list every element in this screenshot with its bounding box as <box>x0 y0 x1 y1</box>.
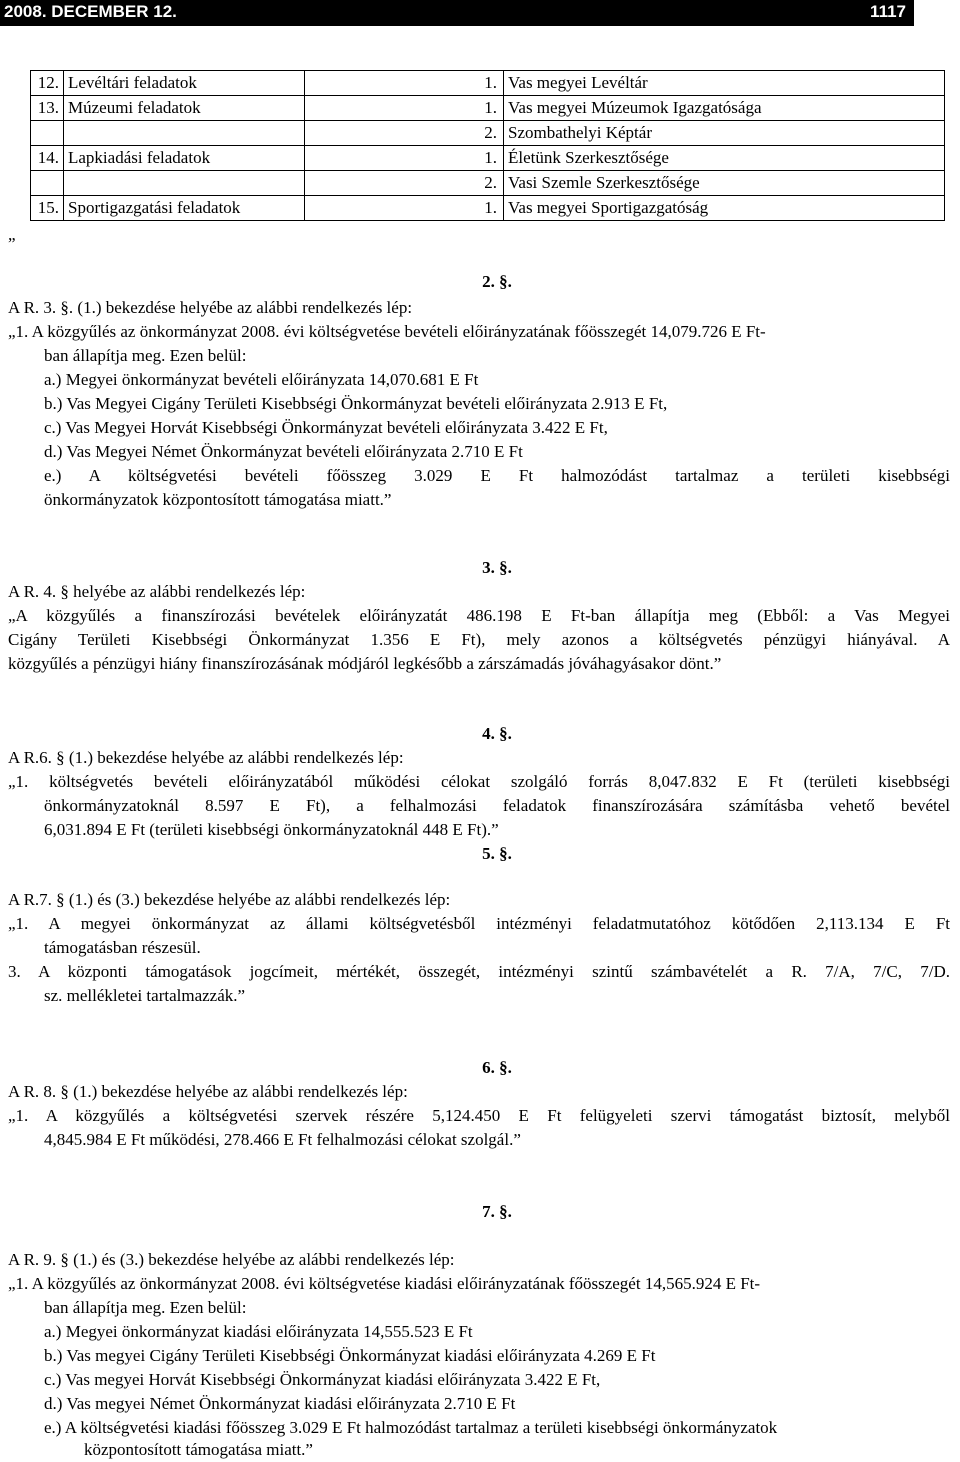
table-row <box>31 196 945 221</box>
section-3-intro: A R. 4. § helyébe az alábbi rendelkezés lép: <box>8 582 306 601</box>
task-name: Sportigazgatási feladatok <box>64 196 305 221</box>
section-7-item-b: b.) Vas megyei Cigány Területi Kisebbségi Önkormányzat kiadási előirányzata 4.269 E Ft <box>44 1346 656 1365</box>
institution-name: Vasi Szemle Szerkesztősége <box>504 171 945 196</box>
section-2-intro: A R. 3. §. (1.) bekezdése helyébe az alábbi rendelkezés lép: <box>8 298 413 317</box>
section-5-heading: 5. §. <box>482 844 512 863</box>
section-3-line-1: „A közgyűlés a finanszírozási bevételek előirányzatát 486.198 E Ft-ban állapítja meg (Ebből: a Vas Megyei <box>8 606 950 625</box>
section-7-line-2: ban állapítja meg. Ezen belül: <box>44 1298 247 1317</box>
section-4-intro: A R.6. § (1.) bekezdése helyébe az alábbi rendelkezés lép: <box>8 748 404 767</box>
sub-number: 2. <box>305 121 504 146</box>
table-row <box>31 171 945 196</box>
section-4-heading: 4. §. <box>482 724 512 743</box>
section-5-line-1: „1. A megyei önkormányzat az állami költségvetésből intézményi feladatmutatóhoz kötődően 2,113.134 E Ft <box>8 914 950 933</box>
task-name: Lapkiadási feladatok <box>64 146 305 171</box>
section-2-item-c: c.) Vas Megyei Horvát Kisebbségi Önkormányzat bevételi előirányzata 3.422 E Ft, <box>44 418 608 437</box>
task-name <box>64 171 305 196</box>
task-name: Levéltári feladatok <box>64 71 305 96</box>
section-3-line-2: Cigány Területi Kisebbségi Önkormányzat 1.356 E Ft), mely azonos a költségvetés pénzügyi hiányával. A <box>8 630 950 649</box>
section-7-intro: A R. 9. § (1.) és (3.) bekezdése helyébe az alábbi rendelkezés lép: <box>8 1250 455 1269</box>
header-rule <box>0 24 914 26</box>
table-row <box>31 96 945 121</box>
section-5-intro: A R.7. § (1.) és (3.) bekezdése helyébe az alábbi rendelkezés lép: <box>8 890 451 909</box>
row-number: 15. <box>31 196 64 221</box>
section-6-intro: A R. 8. § (1.) bekezdése helyébe az alábbi rendelkezés lép: <box>8 1082 408 1101</box>
row-number: 14. <box>31 146 64 171</box>
sub-number: 1. <box>305 146 504 171</box>
institution-name: Vas megyei Múzeumok Igazgatósága <box>504 96 945 121</box>
institution-name: Vas megyei Sportigazgatóság <box>504 196 945 221</box>
section-2-item-a: a.) Megyei önkormányzat bevételi előirányzata 14,070.681 E Ft <box>44 370 479 389</box>
sub-number: 1. <box>305 196 504 221</box>
section-5-line-2: támogatásban részesül. <box>44 938 201 957</box>
section-4-line-3: 6,031.894 E Ft (területi kisebbségi önkormányzatoknál 448 E Ft).” <box>44 820 499 839</box>
task-name: Múzeumi feladatok <box>64 96 305 121</box>
row-number: 12. <box>31 71 64 96</box>
section-3-heading: 3. §. <box>482 558 512 577</box>
header-date: 2008. DECEMBER 12. <box>4 2 177 21</box>
section-7-heading: 7. §. <box>482 1202 512 1221</box>
section-6-heading: 6. §. <box>482 1058 512 1077</box>
section-4-line-2: önkormányzatoknál 8.597 E Ft), a felhalmozási feladatok finanszírozására számításba vehető bevétel <box>44 796 950 815</box>
institution-name: Életünk Szerkesztősége <box>504 146 945 171</box>
page-header <box>0 0 914 24</box>
section-2-p1a: „1. A közgyűlés az önkormányzat 2008. évi költségvetése bevételi előirányzatának főösszegét 14,079.726 E Ft- <box>8 322 766 341</box>
section-2-item-d: d.) Vas Megyei Német Önkormányzat bevételi előirányzata 2.710 E Ft <box>44 442 523 461</box>
section-2-heading: 2. §. <box>482 272 512 291</box>
page-number: 1117 <box>870 2 906 21</box>
task-name <box>64 121 305 146</box>
section-2-item-e-cont: önkormányzatok központosított támogatása miatt.” <box>44 490 392 509</box>
section-5-line-4: sz. mellékletei tartalmazzák.” <box>44 986 246 1005</box>
row-number: 13. <box>31 96 64 121</box>
section-7-item-a: a.) Megyei önkormányzat kiadási előirányzata 14,555.523 E Ft <box>44 1322 473 1341</box>
institution-name: Vas megyei Levéltár <box>504 71 945 96</box>
section-7-item-d: d.) Vas megyei Német Önkormányzat kiadási előirányzata 2.710 E Ft <box>44 1394 516 1413</box>
institutions-table <box>30 70 945 221</box>
section-7-item-c: c.) Vas megyei Horvát Kisebbségi Önkormányzat kiadási előirányzata 3.422 E Ft, <box>44 1370 601 1389</box>
section-3-line-3: közgyűlés a pénzügyi hiány finanszírozásának módjáról legkésőbb a zárszámadás jóváhagyásakor dönt.” <box>8 654 722 673</box>
section-7-line-1: „1. A közgyűlés az önkormányzat 2008. évi költségvetése kiadási előirányzatának főösszegét 14,565.924 E Ft- <box>8 1274 761 1293</box>
table-row <box>31 121 945 146</box>
section-2-item-b: b.) Vas Megyei Cigány Területi Kisebbségi Önkormányzat bevételi előirányzata 2.913 E Ft, <box>44 394 668 413</box>
section-2-p1b: ban állapítja meg. Ezen belül: <box>44 346 247 365</box>
section-7-item-e: e.) A költségvetési kiadási főösszeg 3.029 E Ft halmozódást tartalmaz a területi kisebbségi önkormányzatok <box>44 1418 778 1437</box>
institution-name: Szombathelyi Képtár <box>504 121 945 146</box>
row-number <box>31 171 64 196</box>
closing-quote: ” <box>8 234 16 253</box>
row-number <box>31 121 64 146</box>
table-row <box>31 71 945 96</box>
table-row <box>31 146 945 171</box>
section-7-item-e-cont: központosított támogatása miatt.” <box>84 1440 313 1459</box>
sub-number: 1. <box>305 96 504 121</box>
sub-number: 2. <box>305 171 504 196</box>
section-2-item-e: e.) A költségvetési bevételi főösszeg 3.029 E Ft halmozódást tartalmaz a területi kisebbségi <box>44 466 950 485</box>
section-6-line-2: 4,845.984 E Ft működési, 278.466 E Ft felhalmozási célokat szolgál.” <box>44 1130 521 1149</box>
sub-number: 1. <box>305 71 504 96</box>
section-5-line-3: 3. A központi támogatások jogcímeit, mértékét, összegét, intézményi szintű számbavételét a R. 7/A, 7/C, 7/D. <box>8 962 950 981</box>
section-6-line-1: „1. A közgyűlés a költségvetési szervek részére 5,124.450 E Ft felügyeleti szervi támogatást biztosít, melyből <box>8 1106 950 1125</box>
section-4-line-1: „1. költségvetés bevételi előirányzatából működési célokat szolgáló forrás 8,047.832 E Ft (területi kisebbségi <box>8 772 950 791</box>
